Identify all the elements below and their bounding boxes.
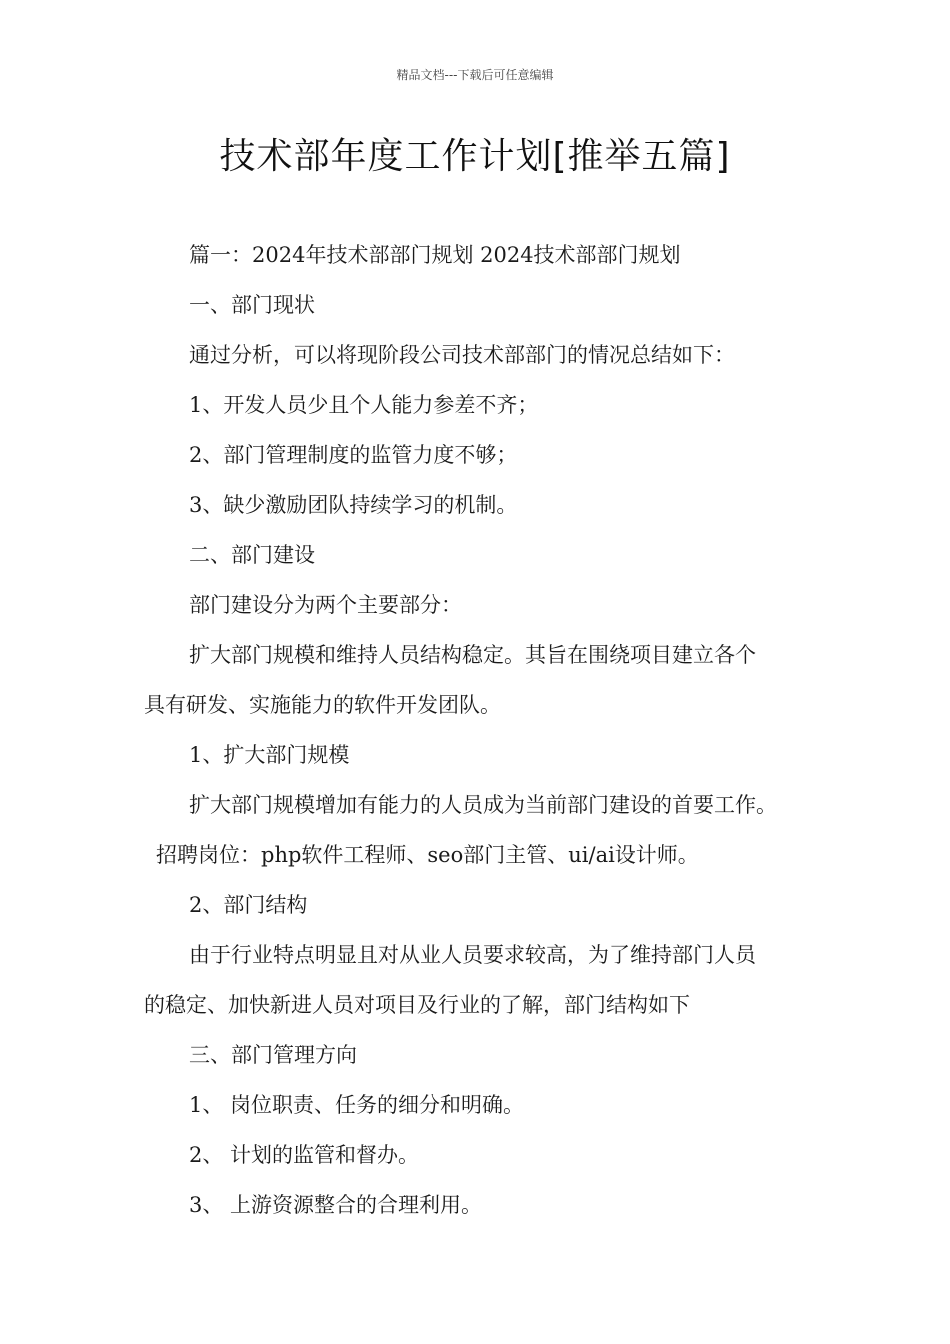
document-title: 技术部年度工作计划[推举五篇] [219, 136, 731, 177]
heading-department-status: 一、部门现状 [189, 293, 315, 317]
heading-management-direction: 三、部门管理方向 [189, 1043, 357, 1067]
header-note: 精品文档---下载后可任意编辑 [396, 68, 554, 82]
document-body [144, 230, 824, 1230]
list-item-status-3: 3、缺少激励团队持续学习的机制。 [189, 493, 518, 517]
list-item-management-3: 3、 上游资源整合的合理利用。 [189, 1193, 483, 1217]
section-heading-part-one: 篇一：2024年技术部部门规划 2024技术部部门规划 [189, 243, 681, 267]
subheading-expand-scale: 1、扩大部门规模 [189, 743, 350, 767]
paragraph-expand-scale: 扩大部门规模增加有能力的人员成为当前部门建设的首要工作。 [189, 793, 777, 817]
list-item-management-1: 1、 岗位职责、任务的细分和明确。 [189, 1093, 525, 1117]
paragraph-construction-intro: 部门建设分为两个主要部分： [189, 593, 462, 617]
subheading-department-structure: 2、部门结构 [189, 893, 308, 917]
paragraph-line: 扩大部门规模和维持人员结构稳定。其旨在围绕项目建立各个 [189, 643, 756, 667]
heading-department-construction: 二、部门建设 [189, 543, 315, 567]
list-item-status-1: 1、开发人员少且个人能力参差不齐； [189, 393, 539, 417]
paragraph-recruitment: 招聘岗位：php软件工程师、seo部门主管、ui/ai设计师。 [156, 843, 699, 867]
list-item-management-2: 2、 计划的监管和督办。 [189, 1143, 420, 1167]
paragraph-line: 的稳定、加快新进人员对项目及行业的了解，部门结构如下 [144, 993, 690, 1017]
paragraph-construction-detail [144, 630, 824, 730]
paragraph-line: 具有研发、实施能力的软件开发团队。 [144, 693, 501, 717]
paragraph-structure-detail [144, 930, 824, 1030]
list-item-status-2: 2、部门管理制度的监管力度不够； [189, 443, 518, 467]
paragraph-analysis-intro: 通过分析，可以将现阶段公司技术部部门的情况总结如下： [189, 343, 735, 367]
paragraph-line: 由于行业特点明显且对从业人员要求较高，为了维持部门人员 [189, 943, 756, 967]
